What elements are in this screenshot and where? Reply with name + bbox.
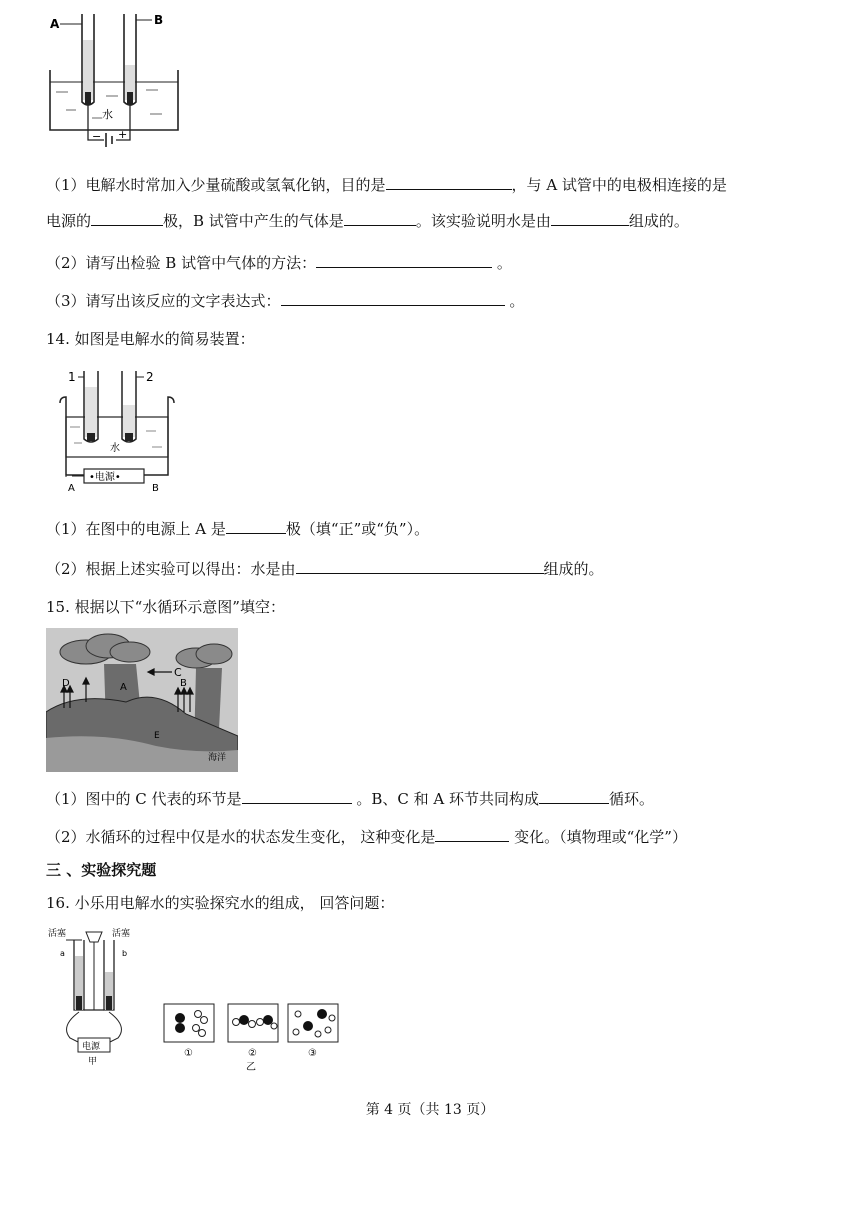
label-sea: 海洋	[208, 753, 227, 763]
q13-part1-line2: 电源的 极，B 试管中产生的气体是 。该实验说明水是由 组成的。	[46, 212, 689, 230]
molecule-model-figure	[162, 1000, 342, 1072]
label-water: 水	[102, 108, 113, 121]
answer-blank[interactable]	[316, 252, 492, 268]
label-circle-1: ①	[184, 1048, 193, 1059]
q14-part2: （2）根据上述实验可以得出：水是由 组成的。	[46, 560, 604, 578]
answer-blank[interactable]	[91, 210, 163, 226]
q13-part3: （3）请写出该反应的文字表达式： 。	[46, 292, 525, 310]
q16-title: 16. 小乐用电解水的实验探究水的组成， 回答问题：	[46, 894, 395, 912]
q13-part2: （2）请写出检验 B 试管中气体的方法： 。	[46, 254, 512, 272]
label-circle-3: ③	[308, 1048, 317, 1059]
label-e: E	[154, 731, 160, 741]
label-b: B	[154, 13, 164, 27]
q15-part2: （2）水循环的过程中仅是水的状态发生变化， 这种变化是 变化。（填物理或“化学”）	[46, 828, 687, 846]
answer-blank[interactable]	[435, 826, 509, 842]
q13-part1-line1: （1）电解水时常加入少量硫酸或氢氧化钠，目的是 ，与 A 试管中的电极相连接的是	[46, 176, 727, 194]
q15-title: 15. 根据以下“水循环示意图”填空：	[46, 598, 285, 616]
label-yi: 乙	[246, 1062, 256, 1072]
label-tube-1: 1	[68, 370, 76, 384]
label-a: a	[60, 949, 65, 958]
label-valve-right: 活塞	[112, 929, 131, 939]
label-water: 水	[110, 443, 120, 454]
answer-blank[interactable]	[386, 174, 512, 190]
electrolysis-figure-q13	[46, 10, 186, 150]
label-c: C	[174, 666, 182, 679]
q14-title: 14. 如图是电解水的简易装置：	[46, 330, 255, 348]
answer-blank[interactable]	[242, 788, 352, 804]
answer-blank[interactable]	[344, 210, 416, 226]
label-b: b	[122, 949, 128, 958]
answer-blank[interactable]	[226, 518, 286, 534]
q15-part1: （1）图中的 C 代表的环节是 。B、C 和 A 环节共同构成 循环。	[46, 790, 654, 808]
answer-blank[interactable]	[551, 210, 629, 226]
label-b: B	[180, 678, 187, 689]
label-circle-2: ②	[248, 1048, 257, 1059]
label-a: A	[68, 483, 75, 494]
label-a: A	[120, 682, 127, 693]
label-d: D	[62, 678, 70, 689]
label-b: B	[152, 483, 159, 494]
electrolysis-figure-q14	[56, 365, 176, 495]
answer-blank[interactable]	[539, 788, 609, 804]
label-jia: 甲	[88, 1057, 98, 1067]
label-power: 电源	[82, 1042, 101, 1052]
label-power: •电源•	[89, 472, 121, 483]
label-a: A	[50, 17, 60, 31]
section-three-title: 三 、实验探究题	[46, 861, 157, 879]
label-tube-2: 2	[146, 370, 154, 384]
electrolysis-apparatus-figure	[46, 926, 142, 1068]
water-cycle-figure	[46, 628, 238, 772]
label-neg: −	[92, 130, 102, 143]
label-pos: +	[118, 128, 128, 141]
label-valve-left: 活塞	[48, 929, 67, 939]
page-footer: 第 4 页（共 13 页）	[365, 1102, 495, 1118]
answer-blank[interactable]	[281, 290, 505, 306]
q14-part1: （1）在图中的电源上 A 是 极（填“正”或“负”）。	[46, 520, 430, 538]
answer-blank[interactable]	[296, 558, 544, 574]
